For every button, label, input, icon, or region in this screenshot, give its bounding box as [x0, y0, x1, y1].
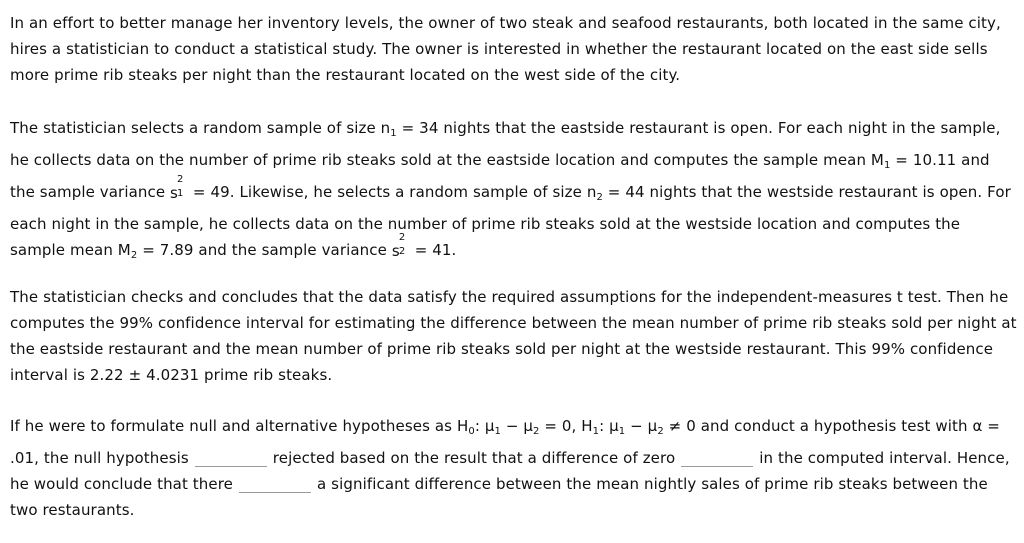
hypothesis-question-paragraph: [10, 413, 1018, 523]
text-segment: = 49. Likewise, he selects a random sample of size n: [188, 183, 597, 201]
mu1-subscript: 1: [618, 426, 626, 437]
text-segment: : μ: [599, 417, 619, 435]
symbol-subscript: 2: [398, 246, 406, 257]
text-segment: − μ: [500, 417, 534, 435]
n2-subscript: 2: [596, 192, 603, 203]
null-hypothesis-decision-blank[interactable]: [195, 452, 267, 467]
text-segment: = 7.89 and the sample variance: [137, 241, 392, 259]
text-segment: = 10.11 and the sample variance: [10, 151, 990, 201]
sample-description-paragraph: [10, 115, 1018, 269]
text-segment: = 41.: [409, 241, 457, 259]
symbol-base: s: [391, 242, 400, 260]
variance-s1-symbol: [170, 174, 188, 202]
text-segment: If he were to formulate null and alternative hypotheses as H: [10, 417, 469, 435]
h0-subscript: 0: [468, 426, 475, 437]
mu1-subscript: 1: [494, 426, 501, 437]
m1-subscript: 1: [883, 160, 891, 171]
m2-subscript: 2: [130, 250, 138, 261]
symbol-subscript: 1: [177, 188, 184, 199]
text-segment: rejected based on the result that a difference of zero: [272, 449, 676, 467]
symbol-superscript: 2: [177, 174, 184, 185]
text-segment: a significant difference between the mean nightly sales of prime rib steaks between the two restaurants.: [10, 475, 988, 519]
h1-subscript: 1: [592, 426, 600, 437]
confidence-interval-paragraph: The statistician checks and concludes that the data satisfy the required assumptions for the independent-measures t test. Then he computes the 99% confidence interval for estimating the difference between the mean number of prime rib steaks sold per night at the eastside restaurant and the mean number of prime rib steaks sold per night at the westside restaurant. This 99% confidence interval is 2.22 ± 4.0231 prime rib steaks.: [10, 288, 1017, 384]
zero-in-interval-blank[interactable]: [681, 452, 753, 467]
intro-paragraph: In an effort to better manage her inventory levels, the owner of two steak and seafood restaurants, both located in the same city, hires a statistician to conduct a statistical study. The owner is interested in whether the restaurant located on the east side sells more prime rib steaks per night than the restaurant located on the west side of the city.: [10, 14, 1001, 84]
text-segment: ≠ 0 and conduct a hypothesis test with α = .01, the null hypothesis: [10, 417, 1000, 467]
significance-conclusion-blank[interactable]: [239, 478, 311, 493]
text-segment: : μ: [474, 417, 495, 435]
mu2-subscript: 2: [657, 426, 664, 437]
n1-subscript: 1: [390, 128, 397, 139]
text-segment: = 34 nights that the eastside restaurant is open. For each night in the sample, he collects data on the number of prime rib steaks sold at the eastside location and computes the sample mean M: [10, 119, 1001, 169]
text-segment: The statistician selects a random sample of size n: [10, 119, 391, 137]
symbol-superscript: 2: [398, 232, 406, 243]
text-segment: = 0, H: [539, 417, 593, 435]
text-segment: in the computed interval. Hence, he would conclude that there: [10, 449, 1010, 493]
mu2-subscript: 2: [533, 426, 540, 437]
symbol-base: s: [170, 184, 178, 202]
variance-s2-symbol: [391, 232, 410, 260]
text-segment: = 44 nights that the westside restaurant is open. For each night in the sample, he collects data on the number of prime rib steaks sold at the westside location and computes the sample mean M: [10, 183, 1011, 259]
text-segment: − μ: [625, 417, 658, 435]
